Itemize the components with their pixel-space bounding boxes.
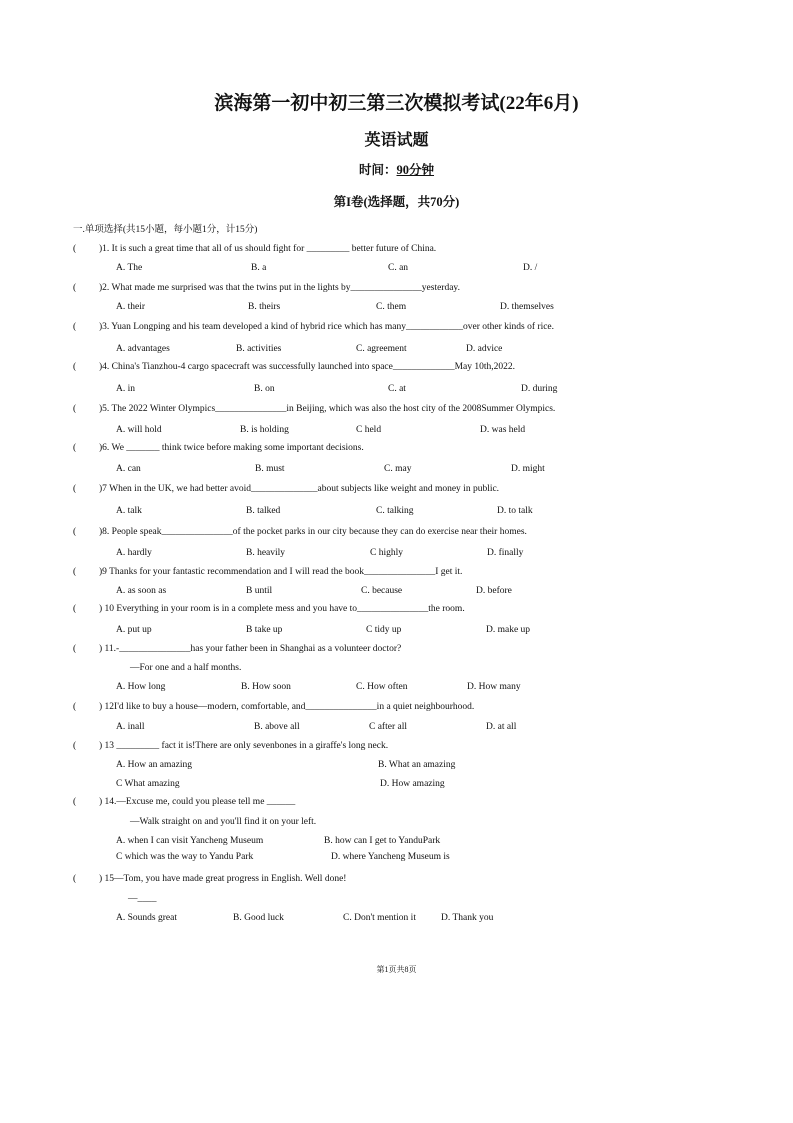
option: B. is holding — [240, 425, 289, 435]
option: A. put up — [116, 625, 152, 635]
option: B. above all — [254, 722, 300, 732]
option: A. will hold — [116, 425, 162, 435]
option: D. / — [523, 263, 538, 273]
section-heading: 一.单项选择(共15小题，每小题1分，计15分) — [73, 225, 258, 235]
question-reply: —For one and a half months. — [130, 663, 242, 673]
option: B until — [246, 586, 273, 596]
question-stem: ( )2. What made me surprised was that the twins put in the lights by_______________yesterday. — [73, 283, 460, 293]
option: B. a — [251, 263, 267, 273]
option: A. talk — [116, 506, 142, 516]
option: A. Sounds great — [116, 913, 177, 923]
option: B. activities — [236, 344, 282, 354]
option: A. hardly — [116, 548, 152, 558]
question-stem: ( )9 Thanks for your fantastic recommendation and I will read the book_______________I get it. — [73, 567, 463, 577]
option: B. Good luck — [233, 913, 284, 923]
option: C What amazing — [116, 779, 180, 789]
option: D. advice — [466, 344, 503, 354]
option: C. agreement — [356, 344, 407, 354]
page-subtitle: 英语试题 — [364, 132, 429, 149]
option: A. How an amazing — [116, 760, 192, 770]
option: A. inall — [116, 722, 145, 732]
question-reply: —Walk straight on and you'll find it on your left. — [130, 817, 317, 827]
page-title: 滨海第一初中初三第三次模拟考试(22年6月) — [214, 93, 579, 114]
question-stem: ( ) 12I'd like to buy a house—modern, comfortable, and_______________in a quiet neighbourhood. — [73, 702, 475, 712]
option: A. The — [116, 263, 143, 273]
question-stem: ( )6. We _______ think twice before making some important decisions. — [73, 443, 364, 453]
option: A. in — [116, 384, 135, 394]
option: C tidy up — [366, 625, 402, 635]
option: C after all — [369, 722, 407, 732]
option: A. when I can visit Yancheng Museum — [116, 836, 264, 846]
option: C highly — [370, 548, 403, 558]
option: B. theirs — [248, 302, 281, 312]
part-heading: 第I卷(选择题，共70分) — [333, 195, 460, 209]
exam-time — [0, 160, 793, 178]
option: C. talking — [376, 506, 414, 516]
option: C. at — [388, 384, 406, 394]
option: C. may — [384, 464, 412, 474]
option: D. during — [521, 384, 558, 394]
question-stem: ( ) 14.—Excuse me, could you please tell me ______ — [73, 797, 296, 807]
question-stem: ( )4. China's Tianzhou-4 cargo spacecraft was successfully launched into space_____________May 10th,2022. — [73, 362, 516, 372]
option: D. at all — [486, 722, 517, 732]
option: D. was held — [480, 425, 526, 435]
question-stem: ( )8. People speak_______________of the pocket parks in our city because they can do exercise near their homes. — [73, 527, 527, 537]
option: C. them — [376, 302, 407, 312]
question-stem: ( )1. It is such a great time that all of us should fight for _________ better future of China. — [73, 244, 437, 254]
option: B. heavily — [246, 548, 286, 558]
option: C. because — [361, 586, 403, 596]
option: A. advantages — [116, 344, 170, 354]
option: A. How long — [116, 682, 166, 692]
time-label: 时间： — [358, 163, 397, 177]
option: B take up — [246, 625, 283, 635]
option: A. as soon as — [116, 586, 167, 596]
option: D. might — [511, 464, 545, 474]
question-stem: ( )7 When in the UK, we had better avoid______________about subjects like weight and money in public. — [73, 484, 500, 494]
option: D. finally — [487, 548, 524, 558]
option: C. an — [388, 263, 409, 273]
option: B. How soon — [241, 682, 291, 692]
option: B. talked — [246, 506, 281, 516]
question-stem: ( ) 10 Everything in your room is in a complete mess and you have to_______________the room. — [73, 604, 465, 614]
option: D. Thank you — [441, 913, 494, 923]
question-stem: ( )5. The 2022 Winter Olympics_______________in Beijing, which was also the host city of the 2008Summer Olympics. — [73, 404, 556, 414]
option: B. how can I get to YanduPark — [324, 836, 441, 846]
option: C held — [356, 425, 382, 435]
option: B. on — [254, 384, 275, 394]
time-value: 90分钟 — [396, 163, 435, 177]
option: D. make up — [486, 625, 531, 635]
option: D. where Yancheng Museum is — [331, 852, 450, 862]
question-stem: ( ) 15—Tom, you have made great progress in English. Well done! — [73, 874, 347, 884]
option: D. to talk — [497, 506, 533, 516]
question-stem: ( ) 13 _________ fact it is!There are only sevenbones in a giraffe's long neck. — [73, 741, 389, 751]
option: C. How often — [356, 682, 408, 692]
question-reply: —____ — [128, 894, 157, 904]
option: D. How amazing — [380, 779, 445, 789]
page-footer: 第1页共8页 — [376, 965, 417, 974]
question-stem: ( )3. Yuan Longping and his team developed a kind of hybrid rice which has many____________over other kinds of rice. — [73, 322, 555, 332]
option: A. can — [116, 464, 141, 474]
question-stem: ( ) 11.-_______________has your father been in Shanghai as a volunteer doctor? — [73, 644, 402, 654]
option: A. their — [116, 302, 146, 312]
option: D. themselves — [500, 302, 554, 312]
option: C. Don't mention it — [343, 913, 416, 923]
option: D. before — [476, 586, 512, 596]
option: D. How many — [467, 682, 521, 692]
option: B. What an amazing — [378, 760, 456, 770]
option: C which was the way to Yandu Park — [116, 852, 254, 862]
option: B. must — [255, 464, 285, 474]
